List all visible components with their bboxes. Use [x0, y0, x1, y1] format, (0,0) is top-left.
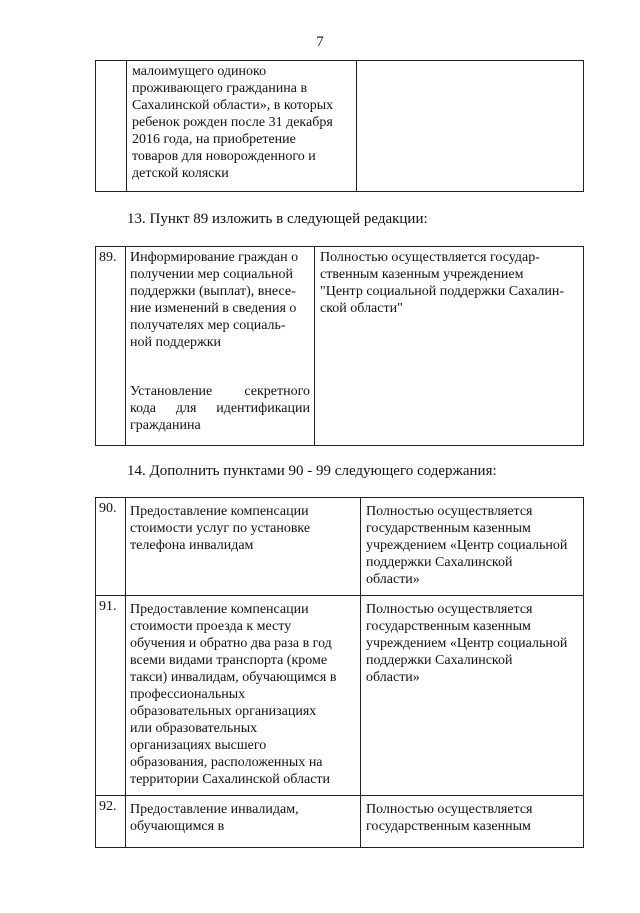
table-row	[96, 247, 584, 446]
paragraph-13: 13. Пункт 89 изложить в следующей редакции:	[127, 211, 428, 227]
executor-cell	[361, 498, 584, 596]
table-row	[96, 596, 584, 796]
table-item-89	[95, 246, 584, 446]
executor-text: Полностью осуществляется государ- ственным казенным учреждением "Центр социальной поддержки Сахалин- ской области"	[320, 250, 565, 316]
executor-text: Полностью осуществляется государственным казенным учреждением «Центр социальной поддержки Сахалинской области»	[366, 602, 568, 685]
description-cell	[126, 247, 315, 446]
table-continuation	[95, 60, 584, 192]
row-number: 90.	[99, 501, 117, 516]
paragraph-14: 14. Дополнить пунктами 90 - 99 следующего содержания:	[127, 463, 497, 479]
table-row	[96, 61, 584, 192]
table-row	[96, 498, 584, 596]
executor-text: Полностью осуществляется государственным казенным	[366, 802, 533, 834]
row-number: 92.	[99, 799, 117, 814]
description-text: Предоставление компенсации стоимости услуг по установке телефона инвалидам	[130, 504, 311, 553]
description-text: Информирование граждан о получении мер социальной поддержки (выплат), внесе- ние изменений в сведения о получателях мер социаль- ной поддержки	[130, 250, 299, 350]
row-number: 89.	[99, 250, 117, 265]
description-cell	[126, 498, 361, 596]
number-cell	[96, 247, 126, 446]
description-text: малоимущего одиноко проживающего гражданина в Сахалинской области», в которых ребенок рожден после 31 декабря 2016 года, на приобретение товаров для новорожденного и детской коляски	[132, 64, 334, 181]
number-cell	[96, 498, 126, 596]
table-row	[96, 796, 584, 848]
executor-cell	[361, 796, 584, 848]
number-cell	[96, 61, 127, 192]
number-cell	[96, 796, 126, 848]
executor-cell	[357, 61, 584, 192]
description-cell	[127, 61, 357, 192]
executor-cell	[361, 596, 584, 796]
table-items-90-99	[95, 497, 584, 848]
row-number: 91.	[99, 599, 117, 614]
description-text-secret-code: Установление секретного кода для идентификации гражданина	[130, 384, 310, 433]
description-text: Предоставление инвалидам, обучающимся в	[130, 802, 299, 834]
description-cell	[126, 796, 361, 848]
number-cell	[96, 596, 126, 796]
executor-cell	[315, 247, 584, 446]
description-text: Предоставление компенсации стоимости проезда к месту обучения и обратно два раза в год всеми видами транспорта (кроме такси) инвалидам, обучающимся в профессиональных образовательных организациях или образовательных организациях высшего образования, расположенных на территории Сахалинской области	[130, 602, 337, 787]
description-cell	[126, 596, 361, 796]
page-number: 7	[316, 34, 324, 50]
executor-text: Полностью осуществляется государственным казенным учреждением «Центр социальной поддержки Сахалинской области»	[366, 504, 568, 587]
